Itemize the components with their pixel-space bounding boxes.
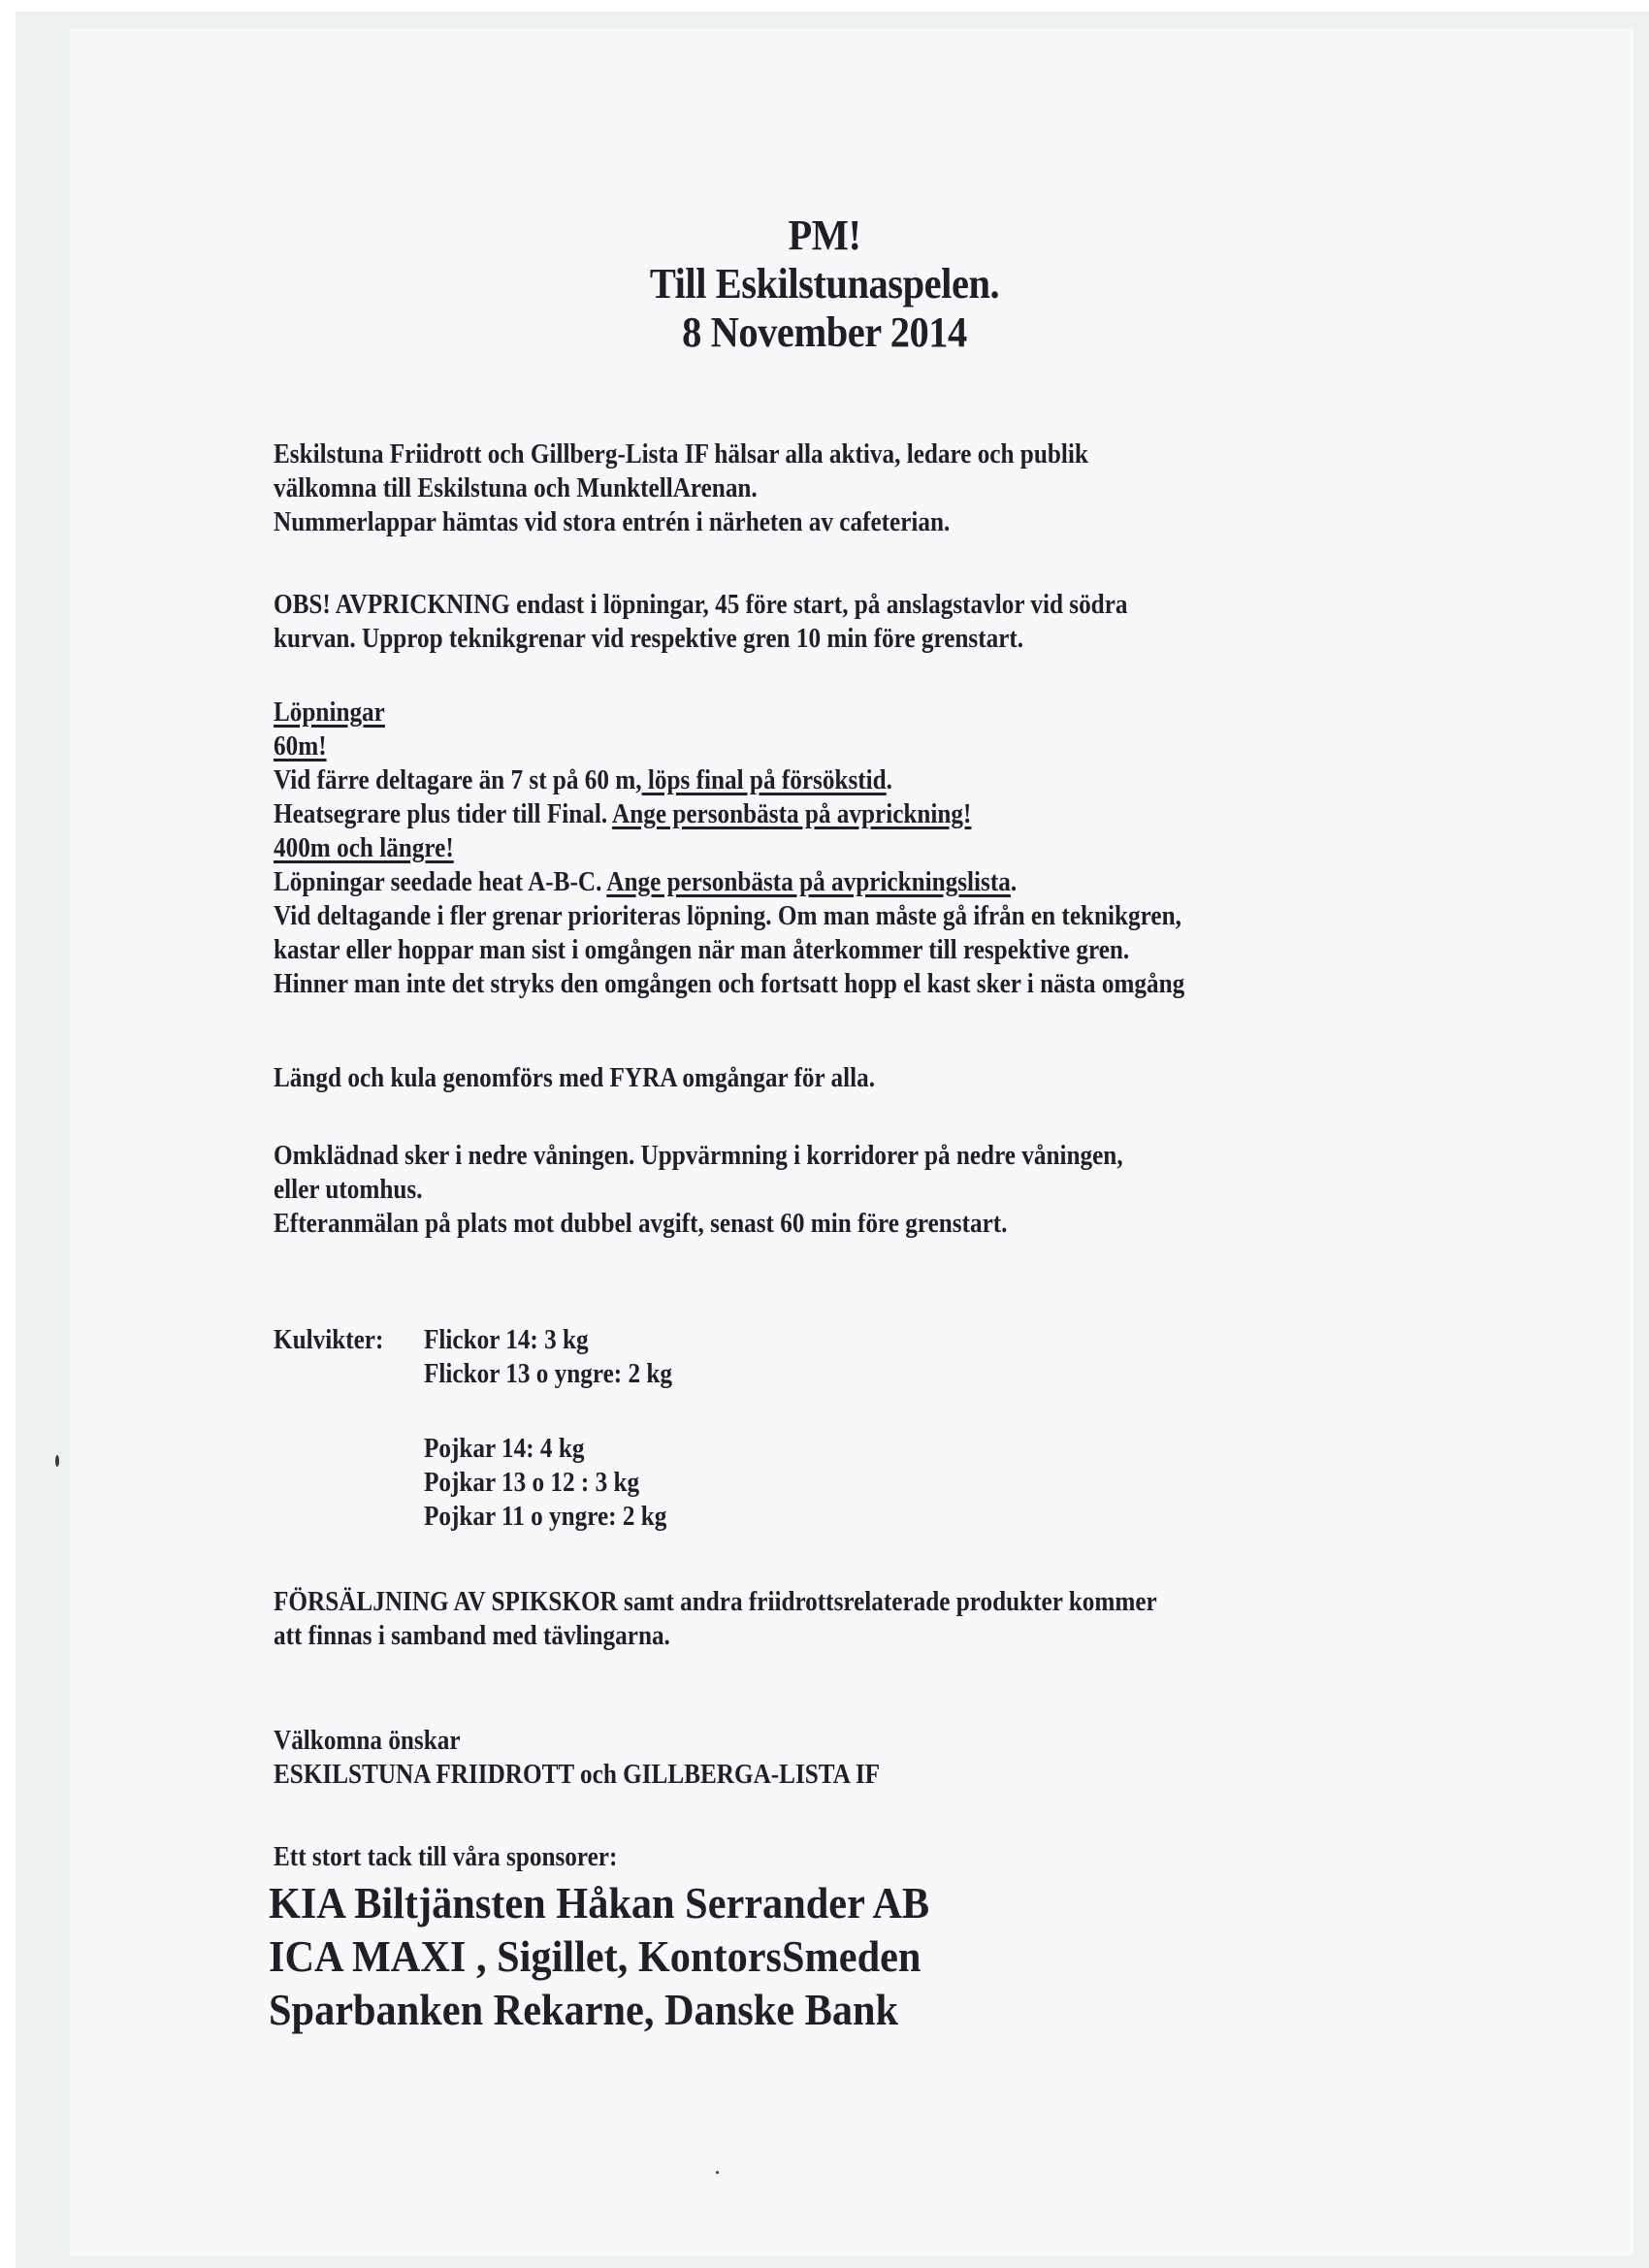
- sponsor-line: ICA MAXI , Sigillet, KontorsSmeden: [269, 1931, 922, 1981]
- sprint-rule-2: [274, 798, 971, 831]
- weight-boys: Pojkar 11 o yngre: 2 kg: [424, 1502, 667, 1532]
- intro-line: Eskilstuna Friidrott och Gillberg-Lista IF hälsar alla aktiva, ledare och publik: [274, 439, 1088, 470]
- intro-line: välkomna till Eskilstuna och MunktellArenan.: [274, 473, 758, 503]
- text: .: [1010, 867, 1018, 897]
- text: .: [886, 765, 892, 795]
- event-name: Till Eskilstunaspelen.: [649, 260, 1000, 308]
- subheading-400m: 400m och längre!: [274, 833, 454, 863]
- priority-line: kastar eller hoppar man sist i omgången när man återkommer till respektive gren.: [274, 935, 1130, 965]
- weight-girls: Flickor 13 o yngre: 2 kg: [424, 1359, 672, 1389]
- priority-line: Vid deltagande i fler grenar prioriteras löpning. Om man måste gå ifrån en teknikgren,: [274, 901, 1181, 931]
- long-rule-1: [274, 866, 1017, 899]
- scan-speck: [716, 2171, 719, 2174]
- sales-line: att finnas i samband med tävlingarna.: [274, 1621, 670, 1651]
- facilities-line: eller utomhus.: [274, 1175, 423, 1205]
- sponsor-line: KIA Biltjänsten Håkan Serrander AB: [269, 1878, 930, 1928]
- facilities-line: Efteranmälan på plats mot dubbel avgift, senast 60 min före grenstart.: [274, 1209, 1008, 1239]
- page-title: PM!: [788, 211, 861, 259]
- subheading-60m: 60m!: [274, 731, 327, 761]
- shot-weights-label: Kulvikter:: [274, 1325, 384, 1355]
- facilities-line: Omklädnad sker i nedre våningen. Uppvärmning i korridorer på nedre våningen,: [274, 1141, 1123, 1171]
- closing-greeting: Välkomna önskar: [274, 1726, 461, 1756]
- intro-line: Nummerlappar hämtas vid stora entrén i närheten av cafeterian.: [274, 507, 951, 537]
- section-heading-runs: Löpningar: [274, 697, 385, 728]
- underlined-text: Ange personbästa på avprickningslista: [606, 867, 1011, 897]
- text: Löpningar seedade heat A-B-C.: [274, 867, 607, 897]
- weight-girls: Flickor 14: 3 kg: [424, 1325, 589, 1355]
- text: Heatsegrare plus tider till Final.: [274, 799, 613, 829]
- text: Vid färre deltagare än 7 st på 60 m,: [274, 765, 642, 795]
- sprint-rule-1: [274, 764, 892, 797]
- notice-line: kurvan. Upprop teknikgrenar vid respektive gren 10 min före grenstart.: [274, 624, 1024, 654]
- underlined-text: Ange personbästa på avprickning!: [612, 799, 972, 829]
- priority-line: Hinner man inte det stryks den omgången och fortsatt hopp el kast sker i nästa omgång: [274, 969, 1185, 999]
- weight-boys: Pojkar 14: 4 kg: [424, 1434, 585, 1464]
- sponsor-line: Sparbanken Rekarne, Danske Bank: [269, 1985, 899, 2034]
- sales-line: FÖRSÄLJNING AV SPIKSKOR samt andra friidrottsrelaterade produkter kommer: [274, 1587, 1157, 1617]
- event-date: 8 November 2014: [682, 308, 967, 356]
- sponsors-intro: Ett stort tack till våra sponsorer:: [274, 1842, 618, 1872]
- notice-line: OBS! AVPRICKNING endast i löpningar, 45 före start, på anslagstavlor vid södra: [274, 590, 1128, 620]
- closing-organizers: ESKILSTUNA FRIIDROTT och GILLBERGA-LISTA IF: [274, 1760, 881, 1790]
- rounds-line: Längd och kula genomförs med FYRA omgångar för alla.: [274, 1063, 876, 1093]
- weight-boys: Pojkar 13 o 12 : 3 kg: [424, 1468, 640, 1498]
- scan-speck: [55, 1455, 59, 1467]
- underlined-text: löps final på försökstid: [641, 765, 887, 795]
- title-block: [0, 211, 1649, 357]
